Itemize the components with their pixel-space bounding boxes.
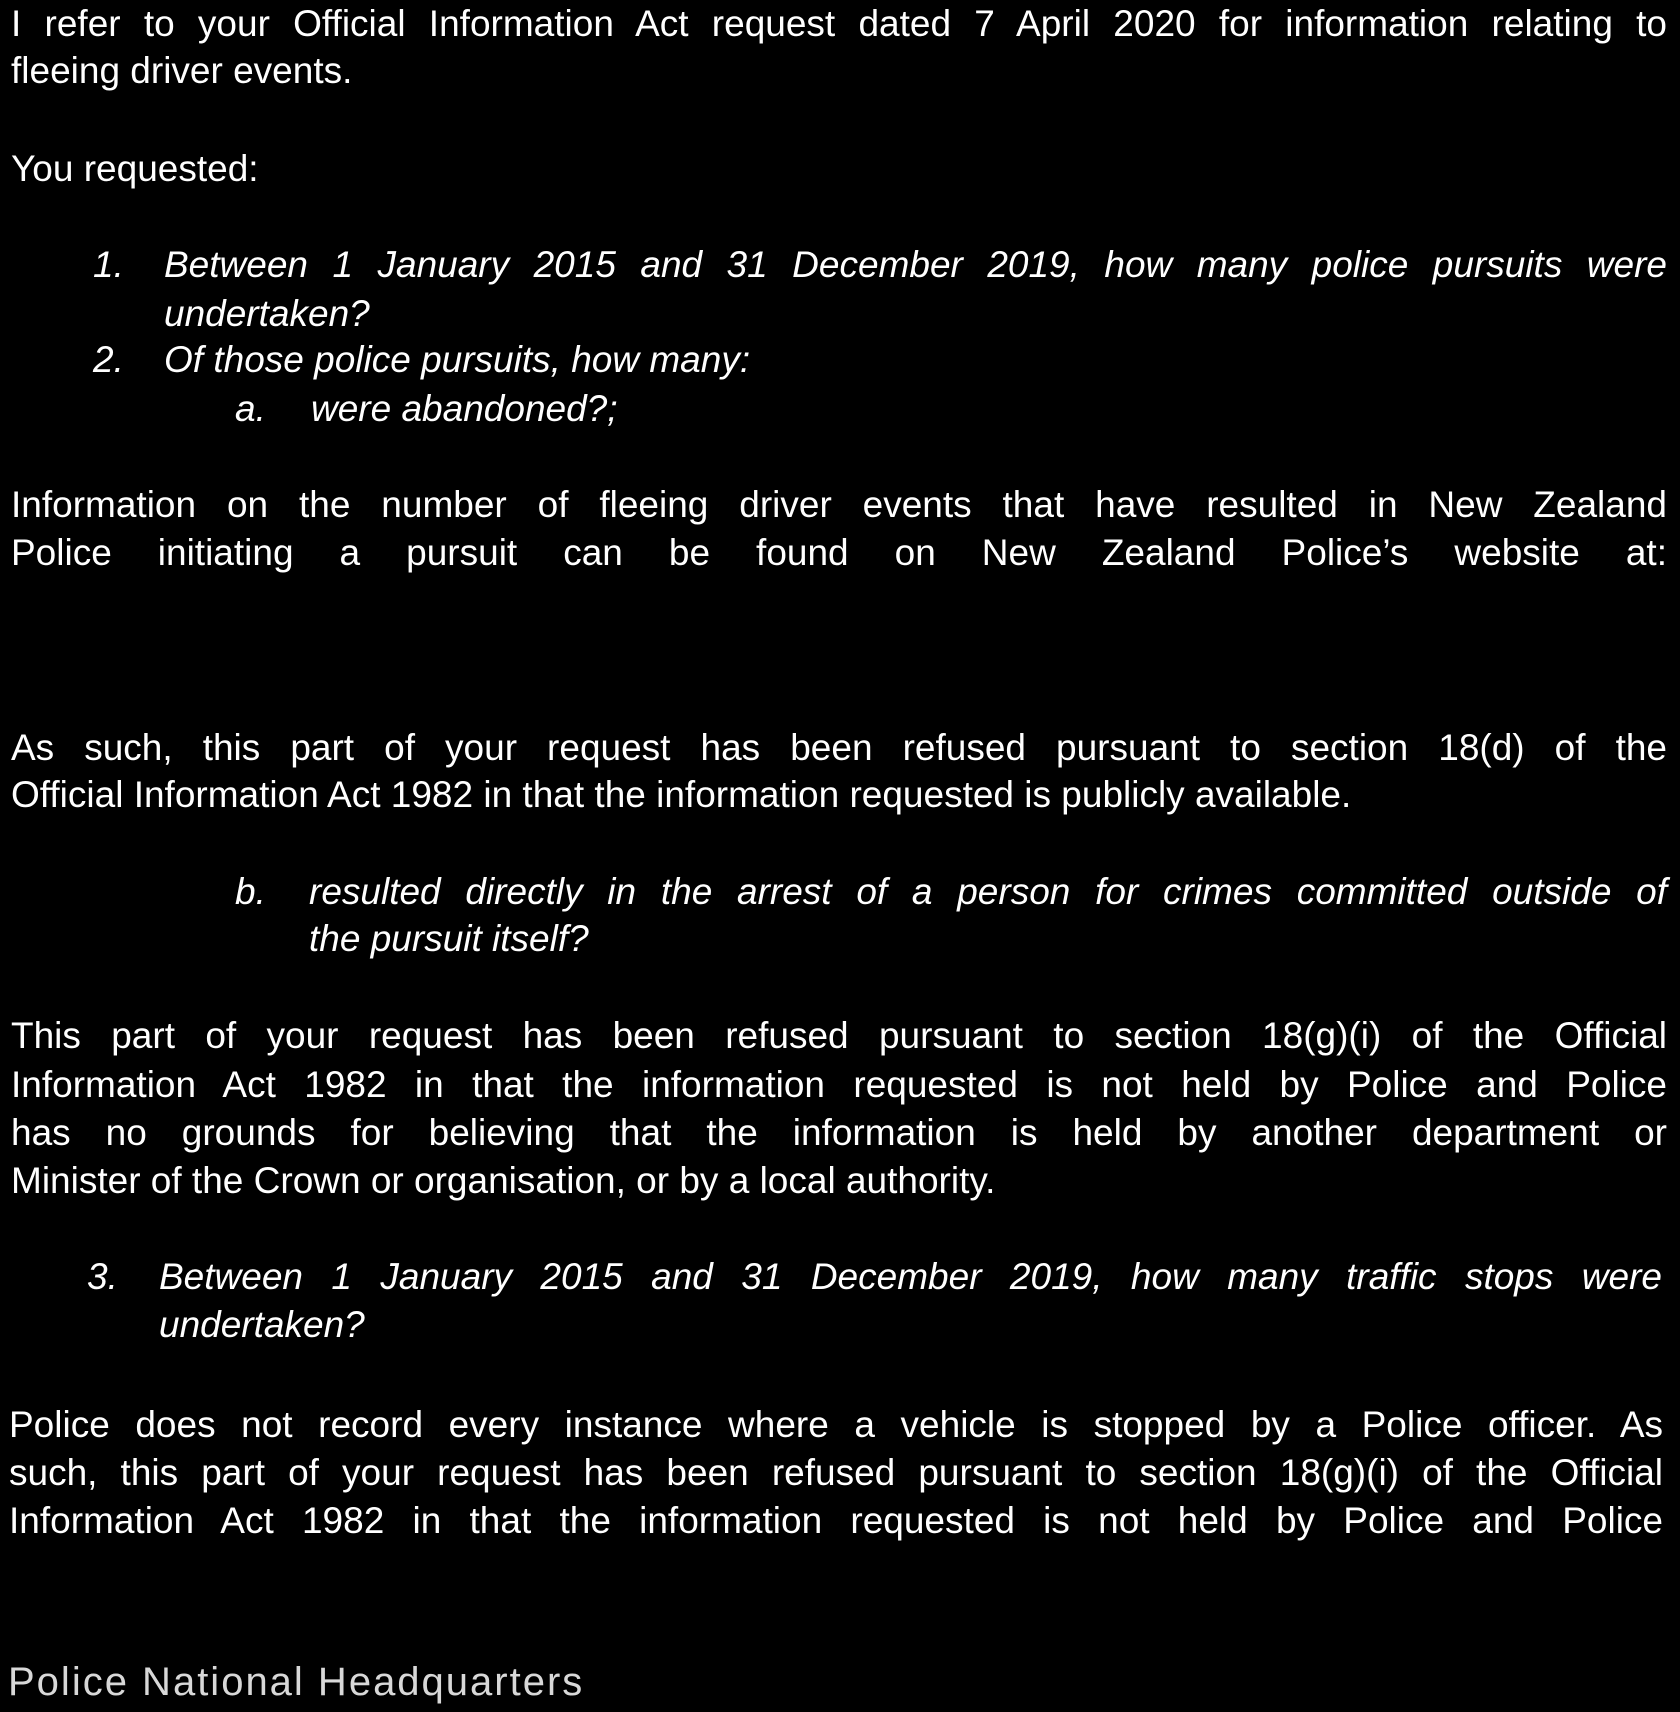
answer-a2-line: As such, this part of your request has been refused pursuant to section 18(d) of the — [11, 727, 1667, 768]
answer-b-line: Minister of the Crown or organisation, or by a local authority. — [11, 1160, 996, 1201]
answer-b-line: Information Act 1982 in that the information requested is not held by Police and Police — [11, 1064, 1667, 1105]
q2b-text: the pursuit itself? — [309, 918, 589, 959]
q2-number: 2. — [93, 339, 124, 380]
answer-3-line: such, this part of your request has been refused pursuant to section 18(g)(i) of the Official — [9, 1452, 1663, 1493]
q3-text: undertaken? — [159, 1304, 365, 1345]
answer-a-line: Information on the number of fleeing driver events that have resulted in New Zealand — [11, 484, 1667, 525]
q2b-letter: b. — [235, 871, 266, 912]
answer-3-line: Police does not record every instance where a vehicle is stopped by a Police officer. As — [9, 1404, 1663, 1445]
q1-text: Between 1 January 2015 and 31 December 2019, how many police pursuits were — [164, 244, 1667, 285]
q1-number: 1. — [93, 244, 124, 285]
answer-a-line: Police initiating a pursuit can be found on New Zealand Police’s website at: — [11, 532, 1667, 573]
answer-a2-line: Official Information Act 1982 in that the information requested is publicly available. — [11, 774, 1352, 815]
footer-text: Police National Headquarters — [8, 1660, 585, 1704]
q3-number: 3. — [87, 1256, 118, 1297]
intro-line: I refer to your Official Information Act request dated 7 April 2020 for information relating to — [11, 3, 1667, 44]
answer-b-line: This part of your request has been refused pursuant to section 18(g)(i) of the Official — [11, 1015, 1667, 1056]
q3-text: Between 1 January 2015 and 31 December 2019, how many traffic stops were — [159, 1256, 1662, 1297]
intro-line: fleeing driver events. — [11, 50, 353, 91]
answer-3-line: Information Act 1982 in that the information requested is not held by Police and Police — [9, 1500, 1663, 1541]
requested-label: You requested: — [11, 148, 259, 189]
q2a-letter: a. — [235, 388, 266, 429]
q2-text: Of those police pursuits, how many: — [164, 339, 751, 380]
q1-text: undertaken? — [164, 293, 370, 334]
q2a-text: were abandoned?; — [311, 388, 618, 429]
answer-b-line: has no grounds for believing that the information is held by another department or — [11, 1112, 1667, 1153]
q2b-text: resulted directly in the arrest of a person for crimes committed outside of — [309, 871, 1667, 912]
